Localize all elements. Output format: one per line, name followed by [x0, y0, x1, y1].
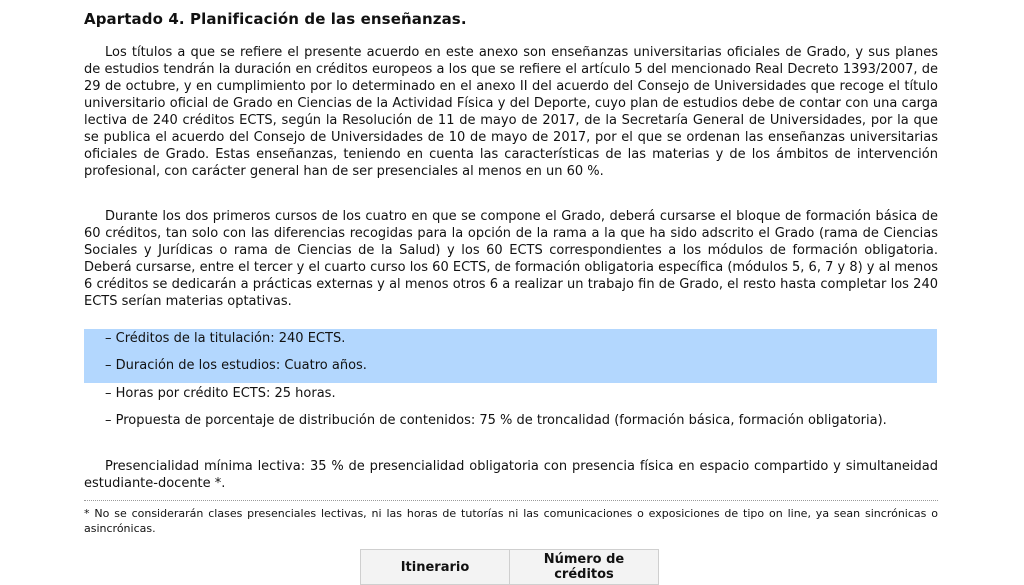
list-item-horas: – Horas por crédito ECTS: 25 horas.: [105, 386, 336, 401]
footnote-divider: [84, 500, 938, 501]
itinerary-table: [360, 549, 659, 585]
table-header-creditos: Número de créditos: [510, 550, 659, 585]
table-header-row: [361, 550, 659, 585]
paragraph-presencialidad: Presencialidad mínima lectiva: 35 % de presencialidad obligatoria con presencia física en espacio compartido y simultaneidad estudiante-docente *.: [84, 459, 938, 491]
paragraph-intro: Los títulos a que se refiere el presente acuerdo en este anexo son enseñanzas universitarias oficiales de Grado, y sus planes de estudios tendrán la duración en créditos europeos a los que se refiere el artículo 5 del mencionado Real Decreto 1393/2007, de 29 de octubre, y en cumplimiento por lo determinado en el anexo II del acuerdo del Consejo de Universidades que recoge el título universitario oficial de Grado en Ciencias de la Actividad Física y del Deporte, cuyo plan de estudios debe de contar con una carga lectiva de 240 créditos ECTS, según la Resolución de 11 de mayo de 2017, de la Secretaría General de Universidades, por la que se publica el acuerdo del Consejo de Universidades de 10 de mayo de 2017, por el que se ordenan las enseñanzas universitarias oficiales de Grado. Estas enseñanzas, teniendo en cuenta las características de las materias y de los ámbitos de intervención profesional, con carácter general han de ser presenciales al menos en un 60 %.: [84, 45, 938, 179]
list-item-creditos: – Créditos de la titulación: 240 ECTS.: [105, 331, 346, 346]
paragraph-courses: Durante los dos primeros cursos de los cuatro en que se compone el Grado, deberá cursarse el bloque de formación básica de 60 créditos, tan solo con las diferencias recogidas para la opción de la rama a la que ha sido adscrito el Grado (rama de Ciencias Sociales y Jurídicas o rama de Ciencias de la Salud) y los 60 ECTS correspondientes a los módulos de formación obligatoria. Deberá cursarse, entre el tercer y el cuarto curso los 60 ECTS, de formación obligatoria específica (módulos 5, 6, 7 y 8) y al menos 6 créditos se dedicarán a prácticas externas y al menos otros 6 a realizar un trabajo fin de Grado, el resto hasta completar los 240 ECTS serían materias optativas.: [84, 209, 938, 309]
footnote: * No se considerarán clases presenciales lectivas, ni las horas de tutorías ni las comunicaciones o exposiciones de tipo on line, ya sean sincrónicas o asincrónicas.: [84, 507, 938, 535]
section-heading: Apartado 4. Planificación de las enseñanzas.: [84, 10, 467, 28]
paragraph-distribucion: – Propuesta de porcentaje de distribución de contenidos: 75 % de troncalidad (formación básica, formación obligatoria).: [105, 413, 887, 428]
list-item-duracion: – Duración de los estudios: Cuatro años.: [105, 358, 367, 373]
table-header-itinerario: Itinerario: [361, 550, 510, 585]
